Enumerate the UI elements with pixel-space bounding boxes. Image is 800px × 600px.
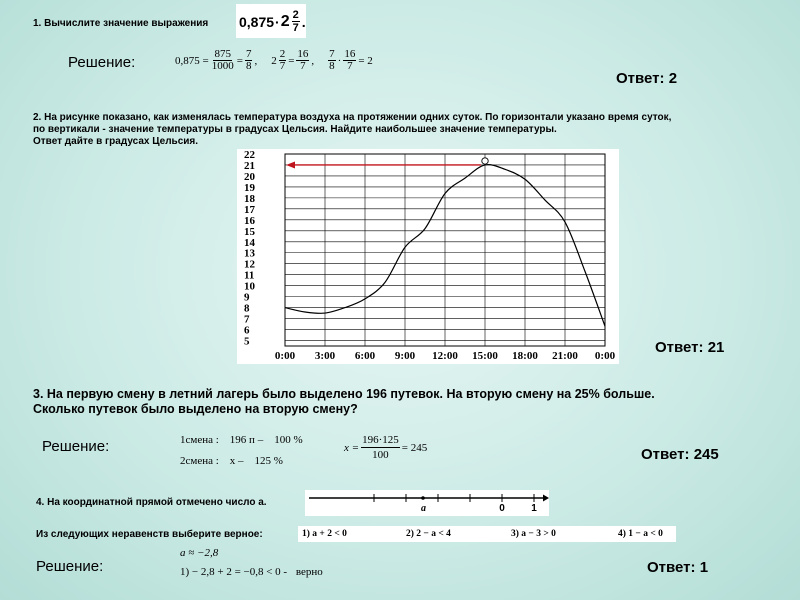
y-tick-label: 16: [244, 214, 255, 227]
task4-sol-verdict: верно: [295, 566, 323, 578]
y-tick-label: 19: [244, 181, 255, 194]
number-line-box: [305, 490, 549, 516]
task4-answer: Ответ: 1: [647, 559, 709, 576]
expr-end: .: [301, 13, 306, 30]
x-tick-label: 0:00: [274, 350, 296, 362]
point-a-marker: [421, 496, 425, 500]
inequality-option-3[interactable]: 3) a − 3 > 0: [511, 529, 556, 539]
task3-row2: 2смена : х – 125 %: [180, 455, 283, 467]
x-tick-label: 15:00: [472, 350, 498, 362]
sol1-eq2: =: [288, 54, 295, 67]
task3-answer: Ответ: 245: [641, 446, 719, 463]
y-tick-label: 20: [244, 170, 255, 183]
task3-row1: 1смена : 196 п – 100 %: [180, 434, 303, 446]
y-tick-label: 12: [244, 258, 255, 271]
y-tick-label: 11: [244, 269, 255, 282]
sol1-mn: 2: [279, 48, 286, 60]
sol1-f5d: 7: [347, 60, 353, 72]
sol1-c1: ,: [254, 54, 258, 67]
sol1-f4d: 8: [329, 60, 335, 72]
task1-answer: Ответ: 2: [616, 70, 678, 87]
sol1-mw: 2: [271, 54, 277, 67]
y-tick-label: 9: [244, 291, 250, 304]
inequalities-box: [298, 526, 676, 542]
task2-line3: Ответ дайте в градусах Цельсия.: [33, 136, 199, 147]
x-tick-label: 6:00: [354, 350, 376, 362]
task1-solution: [175, 49, 373, 72]
y-tick-label: 8: [244, 302, 250, 315]
y-tick-label: 10: [244, 280, 255, 293]
task3-x-result: = 245: [401, 441, 428, 454]
sol1-f1n: 875: [214, 48, 231, 60]
y-tick-label: 15: [244, 225, 255, 238]
number-line: [305, 490, 549, 516]
task1-solution-label: Решение:: [68, 54, 136, 71]
task3-x-prefix: x =: [344, 441, 360, 454]
expr-whole: 2: [280, 12, 290, 30]
x-tick-label: 21:00: [552, 350, 578, 362]
x-tick-label: 3:00: [314, 350, 336, 362]
task3-frac-den: 100: [372, 449, 389, 461]
task2-line2: по вертикали - значение температуры в градусах Цельсия. Найдите наибольшее значение температуры.: [33, 124, 557, 135]
sol1-c2: ,: [311, 54, 315, 67]
sol1-f1d: 1000: [211, 60, 234, 72]
task4-sol-line1: a ≈ −2,8: [180, 547, 219, 559]
temperature-chart: [237, 149, 619, 364]
x-tick-label: 18:00: [512, 350, 538, 362]
task4-text: 4. На координатной прямой отмечено число а.: [36, 497, 267, 508]
task1-expression-box: [236, 4, 306, 38]
expr-dot: ·: [275, 13, 280, 30]
sol1-dot: ·: [337, 54, 342, 67]
y-tick-label: 17: [244, 203, 255, 216]
y-tick-label: 21: [244, 159, 255, 172]
task3-formula: [344, 433, 427, 462]
y-tick-label: 22: [244, 149, 255, 161]
task3-solution-label: Решение:: [42, 438, 110, 455]
sol1-eq1: =: [236, 54, 243, 67]
task3-frac-num: 196·125: [362, 434, 399, 446]
y-tick-label: 14: [244, 236, 255, 249]
inequality-option-2[interactable]: 2) 2 − a < 4: [406, 529, 451, 539]
point-a-label: a: [421, 503, 426, 514]
sol1-f3n: 16: [297, 48, 309, 60]
task1-text: 1. Вычислите значение выражения: [33, 18, 209, 29]
sol1-f5n: 16: [344, 48, 356, 60]
x-tick-label: 9:00: [394, 350, 416, 362]
task4-solution-label: Решение:: [36, 558, 104, 575]
expr-den: 7: [292, 22, 299, 34]
zero-label: 0: [499, 503, 505, 514]
sol1-f3d: 7: [300, 60, 306, 72]
expr-num: 2: [292, 9, 299, 21]
arrow-head-icon: [286, 161, 295, 168]
x-tick-label: 12:00: [432, 350, 458, 362]
arrow-right-icon: [543, 495, 549, 502]
y-tick-label: 13: [244, 247, 255, 260]
y-tick-label: 6: [244, 324, 250, 337]
one-label: 1: [531, 503, 537, 514]
sol1-f4n: 7: [329, 48, 335, 60]
task4-sol-line2-expr: 1) − 2,8 + 2 = −0,8 < 0 -: [180, 566, 288, 578]
task2-answer: Ответ: 21: [655, 339, 725, 356]
temperature-chart-box: [237, 149, 619, 364]
sol1-f2d: 8: [245, 60, 252, 72]
y-tick-label: 5: [244, 335, 250, 348]
task3-line1: 3. На первую смену в летний лагерь было выделено 196 путевок. На вторую смену на 25% больше.: [33, 387, 655, 401]
inequality-option-1[interactable]: 1) a + 2 < 0: [302, 529, 347, 539]
task3-line2: Сколько путевок было выделено на вторую смену?: [33, 402, 358, 416]
x-tick-label: 0:00: [594, 350, 616, 362]
sol1-md: 7: [279, 60, 286, 72]
sol1-s1: 0,875 =: [175, 54, 209, 67]
inequality-option-4[interactable]: 4) 1 − a < 0: [618, 529, 663, 539]
task4-prompt: Из следующих неравенств выберите верное:: [36, 529, 263, 540]
task4-sol-line2: [180, 566, 323, 578]
sol1-res: = 2: [358, 54, 373, 67]
y-tick-label: 7: [244, 313, 250, 326]
y-tick-label: 18: [244, 192, 255, 205]
sol1-f2n: 7: [245, 48, 252, 60]
task2-line1: 2. На рисунке показано, как изменялась температура воздуха на протяжении одних суток. По горизонтали указано время суток,: [33, 112, 672, 123]
max-point-marker: [482, 158, 488, 164]
expr-decimal: 0,875: [239, 13, 275, 30]
